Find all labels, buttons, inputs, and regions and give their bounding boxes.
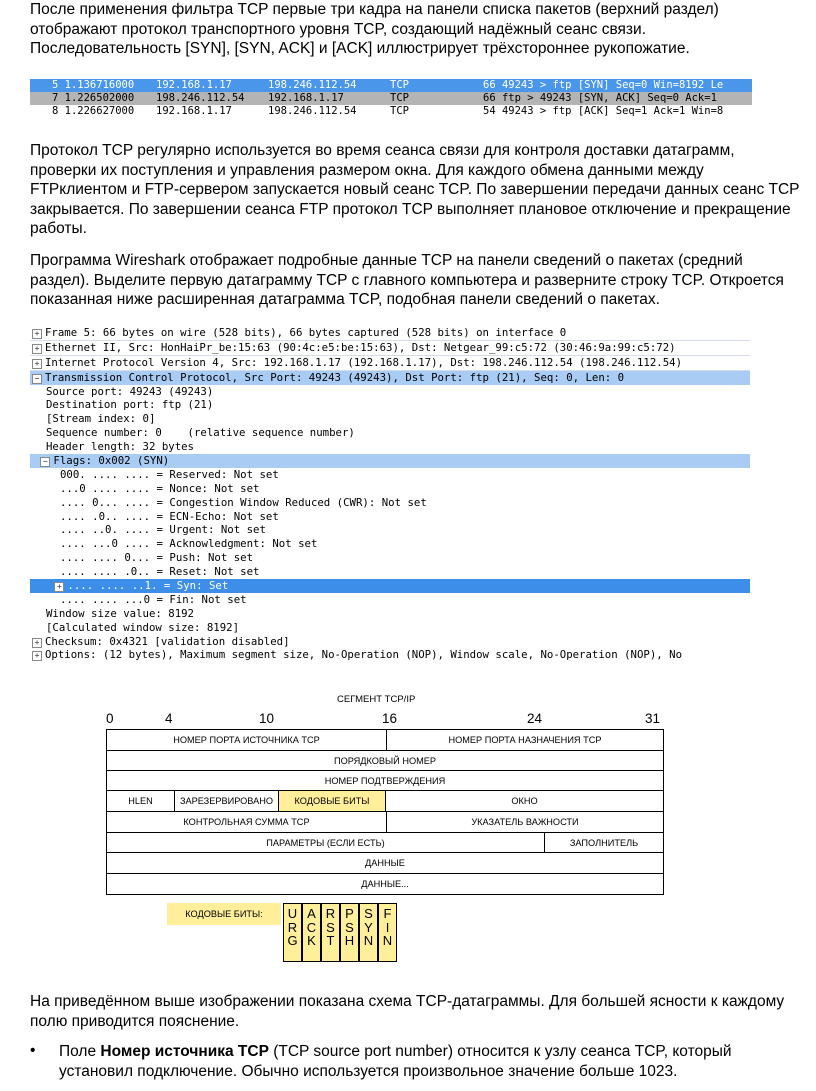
packet-info: 54 49243 > ftp [ACK] Seq=1 Ack=1 Win=8 [483, 105, 724, 117]
detail-row-text: .... 0... .... = Congestion Window Reduced (CWR): Not set [60, 495, 427, 509]
detail-row-text: .... .0.. .... = ECN-Echo: Not set [60, 509, 279, 523]
packet-info: 66 ftp > 49243 [SYN, ACK] Seq=0 Ack=1 [483, 92, 717, 104]
detail-row-text: Options: (12 bytes), Maximum segment size, No-Operation (NOP), Window scale, No-Operation (NOP), No [45, 648, 683, 662]
code-bit-cell [378, 903, 397, 962]
detail-row-text: Header length: 32 bytes [46, 440, 194, 454]
detail-row[interactable] [30, 607, 750, 621]
detail-row[interactable] [30, 468, 750, 482]
expand-icon[interactable]: + [32, 344, 42, 354]
detail-row[interactable] [30, 551, 750, 565]
packet-proto: TCP [390, 92, 409, 104]
expand-icon[interactable]: + [32, 651, 42, 661]
detail-row-text: Source port: 49243 (49243) [46, 384, 214, 398]
packet-dst: 198.246.112.54 [268, 105, 357, 117]
bullet-bold-term: Номер источника TCP [100, 1043, 269, 1060]
field-options: ПАРАМЕТРЫ (ЕСЛИ ЕСТЬ) [106, 832, 545, 853]
packet-proto: TCP [390, 105, 409, 117]
bullet-mark: • [30, 1042, 36, 1059]
bullet-prefix: Поле [59, 1043, 101, 1060]
code-bit-letter: S [326, 919, 335, 935]
field-urgent-pointer: УКАЗАТЕЛЬ ВАЖНОСТИ [386, 811, 664, 833]
detail-row-text: .... .... .0.. = Reset: Not set [60, 565, 260, 579]
detail-row[interactable] [30, 356, 750, 371]
code-bit-letter: A [307, 906, 316, 921]
bit-scale-label: 0 [106, 711, 114, 726]
detail-row-text: ...0 .... .... = Nonce: Not set [60, 481, 260, 495]
detail-row-text: Transmission Control Protocol, Src Port: 49243 (49243), Dst Port: ftp (21), Seq: 0, Len: 0 [45, 370, 625, 384]
code-bit-letter: R [325, 906, 336, 921]
detail-row[interactable] [30, 412, 750, 426]
field-checksum: КОНТРОЛЬНАЯ СУММА TCP [106, 811, 387, 833]
detail-row[interactable] [30, 579, 750, 593]
code-bit-letter: P [345, 906, 354, 921]
detail-row-text: 000. .... .... = Reserved: Not set [60, 467, 279, 481]
detail-row-text: .... .... ..1. = Syn: Set [67, 579, 229, 593]
packet-src: 198.246.112.54 [156, 92, 245, 104]
field-data: ДАННЫЕ [106, 852, 664, 874]
detail-row[interactable] [30, 648, 750, 662]
code-bit-cell [302, 903, 321, 962]
packet-row-7[interactable] [30, 92, 752, 105]
code-bit-cell [340, 903, 359, 962]
code-bit-letter: G [287, 933, 298, 948]
packet-row-5[interactable] [30, 79, 752, 92]
bit-scale-label: 4 [165, 711, 173, 726]
field-destination-port: НОМЕР ПОРТА НАЗНАЧЕНИЯ TCP [386, 729, 664, 751]
bit-scale-label: 31 [645, 711, 661, 726]
detail-row[interactable] [30, 593, 750, 607]
detail-row-text: Ethernet II, Src: HonHaiPr_be:15:63 (90:4c:e5:be:15:63), Dst: Netgear_99:c5:72 (30:46:9a:99:c5:72) [45, 340, 676, 354]
detail-row[interactable] [30, 496, 750, 510]
detail-row-text: Sequence number: 0 (relative sequence number) [46, 426, 355, 440]
code-bit-letter: N [382, 933, 393, 948]
code-bit-letter: S [364, 906, 373, 921]
packet-no-time: 5 1.136716000 [52, 79, 135, 91]
code-bit-letter: H [344, 933, 355, 948]
detail-row-text: .... .... ...0 = Fin: Not set [60, 592, 247, 606]
detail-row[interactable] [30, 454, 750, 468]
detail-row[interactable] [30, 341, 750, 356]
detail-row-text: [Stream index: 0] [46, 412, 156, 426]
packet-no-time: 8 1.226627000 [52, 105, 135, 117]
diagram-title: СЕГМЕНТ TCP/IP [337, 694, 416, 705]
code-bit-cell [359, 903, 378, 962]
field-reserved: ЗАРЕЗЕРВИРОВАНО [174, 790, 279, 812]
expand-icon[interactable]: + [54, 582, 64, 592]
packet-list-pane[interactable] [30, 79, 752, 118]
packet-info: 66 49243 > ftp [SYN] Seq=0 Win=8192 Le [483, 79, 724, 91]
detail-row-text: .... ...0 .... = Acknowledgment: Not set [60, 537, 318, 551]
bit-scale-label: 16 [382, 711, 398, 726]
detail-row[interactable] [30, 537, 750, 551]
detail-row[interactable] [30, 385, 750, 399]
diagram-description-paragraph: На приведённом выше изображении показана схема TCP-датаграммы. Для большей ясности к каждому полю приводится пояснение. [30, 993, 785, 1030]
field-code-bits: КОДОВЫЕ БИТЫ [278, 790, 386, 812]
detail-row[interactable] [30, 482, 750, 496]
detail-row-text: Destination port: ftp (21) [46, 398, 214, 412]
code-bit-letter: F [383, 906, 392, 921]
detail-row[interactable] [30, 523, 750, 537]
detail-row-text: Frame 5: 66 bytes on wire (528 bits), 66 bytes captured (528 bits) on interface 0 [45, 326, 567, 339]
bit-scale-label: 24 [527, 711, 543, 726]
bullet-rest: (TCP source port number) относится к узлу сеанса TCP, который установил подключение. Обычно используется произвольное значение больше 1023. [59, 1043, 732, 1080]
detail-row-text: Checksum: 0x4321 [validation disabled] [45, 634, 290, 648]
detail-row-text: [Calculated window size: 8192] [46, 620, 240, 634]
detail-row[interactable] [30, 621, 750, 635]
field-hlen: HLEN [106, 790, 175, 812]
detail-row-text: .... ..0. .... = Urgent: Not set [60, 523, 266, 537]
code-bit-letter: T [326, 933, 335, 948]
code-bit-letter: N [363, 933, 374, 948]
field-source-port: НОМЕР ПОРТА ИСТОЧНИКА TCP [106, 729, 387, 751]
expand-icon[interactable]: + [32, 638, 42, 648]
intro-paragraph: После применения фильтра TCP первые три кадра на панели списка пакетов (верхний раздел) отображают протокол транспортного уровня TCP, создающий надёжный сеанс связи. Последовательность [SYN], [SYN, ACK] и [ACK] иллюстрирует трёхстороннее рукопожатие. [30, 1, 719, 57]
packet-no-time: 7 1.226502000 [52, 92, 135, 104]
code-bit-letter: R [287, 919, 298, 935]
detail-row-text: Flags: 0x002 (SYN) [53, 454, 170, 468]
field-ack-number: НОМЕР ПОДТВЕРЖДЕНИЯ [106, 770, 664, 791]
packet-dst: 198.246.112.54 [268, 79, 357, 91]
code-bit-letter: I [385, 919, 390, 935]
wireshark-paragraph: Программа Wireshark отображает подробные данные TCP на панели сведений о пакетах (средний раздел). Выделите первую датаграмму TCP с главного компьютера и разверните строку TCP. Откроется показанная ниже расширенная датаграмма TCP, подобная панели сведений о пакетах. [30, 252, 784, 308]
packet-proto: TCP [390, 79, 409, 91]
expand-icon[interactable]: + [32, 329, 42, 339]
tcp-session-paragraph: Протокол TCP регулярно используется во время сеанса связи для контроля доставки датаграмм, проверки их поступления и управления размером окна. Для каждого обмена данными между FTPклиентом и FTP-сервером запускается новый сеанс TCP. По завершении передачи данных сеанс TCP закрывается. По завершении сеанса FTP протокол TCP выполняет плановое отключение и прекращение работы. [30, 142, 800, 237]
detail-row-text: Internet Protocol Version 4, Src: 192.168.1.17 (192.168.1.17), Dst: 198.246.112.54 (198.246.112.54) [45, 355, 683, 369]
code-bit-letter: C [306, 919, 317, 935]
detail-row[interactable] [30, 510, 750, 524]
field-window: ОКНО [385, 790, 664, 812]
detail-row[interactable] [30, 635, 750, 649]
packet-details-pane[interactable] [30, 326, 750, 662]
detail-row[interactable] [30, 565, 750, 579]
code-bit-letter: S [345, 919, 354, 935]
packet-src: 192.168.1.17 [156, 79, 232, 91]
code-bit-cell [321, 903, 340, 962]
field-padding: ЗАПОЛНИТЕЛЬ [544, 832, 664, 853]
code-bit-letter: K [307, 933, 316, 948]
detail-row[interactable] [30, 326, 750, 341]
detail-row-text: .... .... 0... = Push: Not set [60, 551, 254, 565]
detail-row-text: Window size value: 8192 [46, 606, 194, 620]
detail-row[interactable] [30, 371, 750, 385]
packet-row-8[interactable] [30, 105, 752, 118]
code-bits-label: КОДОВЫЕ БИТЫ: [167, 903, 281, 925]
collapse-icon[interactable]: − [32, 374, 42, 384]
detail-row[interactable] [30, 426, 750, 440]
packet-src: 192.168.1.17 [156, 105, 232, 117]
field-data-more: ДАННЫЕ... [106, 873, 664, 895]
code-bit-cell [283, 903, 302, 962]
code-bit-letter: U [287, 906, 298, 921]
code-bit-letter: Y [364, 919, 373, 935]
packet-dst: 192.168.1.17 [268, 92, 344, 104]
field-sequence-number: ПОРЯДКОВЫЙ НОМЕР [106, 750, 664, 771]
collapse-icon[interactable]: − [40, 457, 50, 467]
expand-icon[interactable]: + [32, 359, 42, 369]
bit-scale-label: 10 [259, 711, 275, 726]
detail-row[interactable] [30, 398, 750, 412]
detail-row[interactable] [30, 440, 750, 454]
